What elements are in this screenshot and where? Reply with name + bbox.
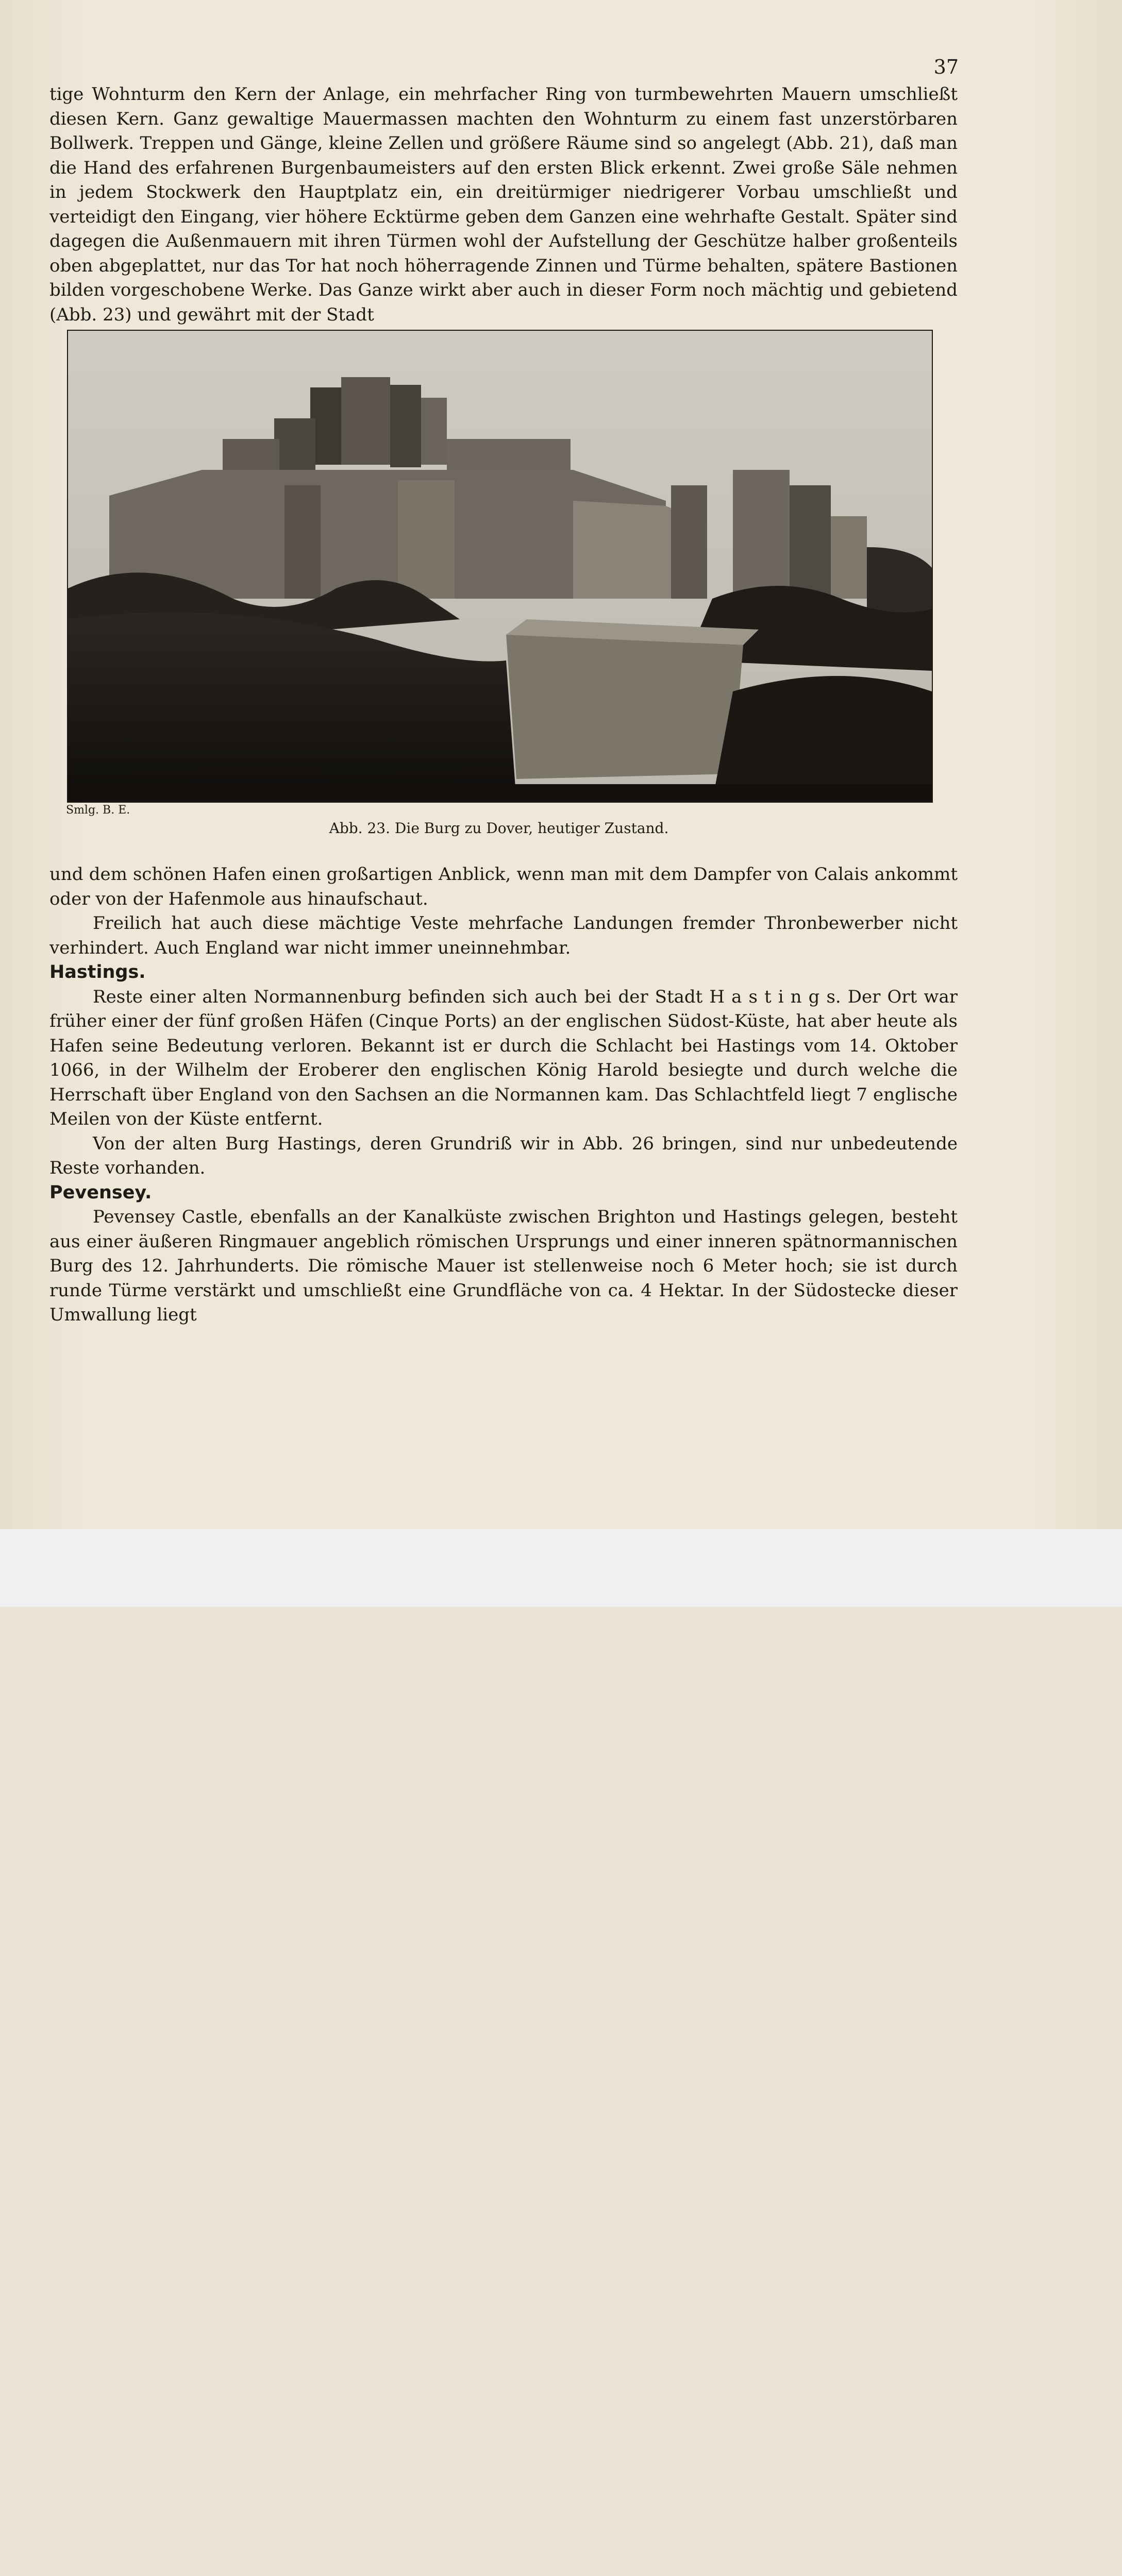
paragraph-hastings-1: Reste einer alten Normannenburg befinden sich auch bei der Stadt H a s t i n g s. Der Ort war früher einer der fünf großen Häfen (Cinque Ports) an der englischen Südost-Küste, hat aber heute als Hafen seine Bedeutung verloren. Bekannt ist er durch die Schlacht bei Hastings vom 14. Oktober 1066, in der Wilhelm der Eroberer den englischen König Harold besiegte und durch welche die Herrschaft über England von den Sachsen an die Normannen kam. Das Schlachtfeld liegt 7 englische Meilen von der Küste entfernt. [49, 986, 958, 1129]
top-text-block [49, 82, 958, 327]
paragraph-continue: und dem schönen Hafen einen großartigen Anblick, wenn man mit dem Dampfer von Calais ankommt oder von der Hafenmole aus hinaufschaut. [49, 864, 958, 909]
paragraph-top: tige Wohnturm den Kern der Anlage, ein mehrfacher Ring von turmbewehrten Mauern umschließt diesen Kern. Ganz gewaltige Mauermassen machten den Wohnturm zu einem fast unzerstörbaren Bollwerk. Treppen und Gänge, kleine Zellen und größere Räume sind so angelegt (Abb. 21), daß man die Hand des erfahrenen Burgenbaumeisters auf den ersten Blick erkennt. Zwei große Säle nehmen in jedem Stockwerk den Hauptplatz ein, ein dreitürmiger niedrigerer Vorbau umschließt und verteidigt den Eingang, vier höhere Ecktürme geben dem Ganzen eine wehrhafte Gestalt. Später sind dagegen die Außenmauern mit ihren Türmen wohl der Aufstellung der Geschütze halber großenteils oben abgeplattet, nur das Tor hat noch höherragende Zinnen und Türme behalten, spätere Bastionen bilden vorgeschobene Werke. Das Ganze wirkt aber auch in dieser Form noch mächtig und gebietend (Abb. 23) und gewährt mit der Stadt [49, 84, 958, 325]
heading-pevensey: Pevensey. [49, 1182, 152, 1203]
castle-photograph [67, 330, 933, 803]
viewer-footer [0, 1529, 1122, 1607]
heading-hastings: Hastings. [49, 962, 146, 982]
paragraph-freilich: Freilich hat auch diese mächtige Veste mehrfache Landungen fremder Thronbewerber nicht verhindert. Auch England war nicht immer uneinnehmbar. [49, 913, 958, 958]
figure-caption: Abb. 23. Die Burg zu Dover, heutiger Zustand. [329, 820, 669, 837]
paragraph-pevensey: Pevensey Castle, ebenfalls an der Kanalküste zwischen Brighton und Hastings gelegen, besteht aus einer äußeren Ringmauer angeblich römischen Ursprungs und einer inneren spätnormannischen Burg des 12. Jahrhunderts. Die römische Mauer ist stellenweise noch 6 Meter hoch; sie ist durch runde Türme verstärkt und umschließt eine Grundfläche von ca. 4 Hektar. In der Südostecke dieser Umwallung liegt [49, 1207, 958, 1325]
dover-castle-image [68, 331, 932, 802]
photo-credit: Smlg. B. E. [66, 804, 130, 817]
page-number: 37 [933, 56, 959, 78]
paragraph-hastings-2: Von der alten Burg Hastings, deren Grundriß wir in Abb. 26 bringen, sind nur unbedeutende Reste vorhanden. [49, 1133, 958, 1178]
bottom-text-block [49, 862, 958, 1328]
